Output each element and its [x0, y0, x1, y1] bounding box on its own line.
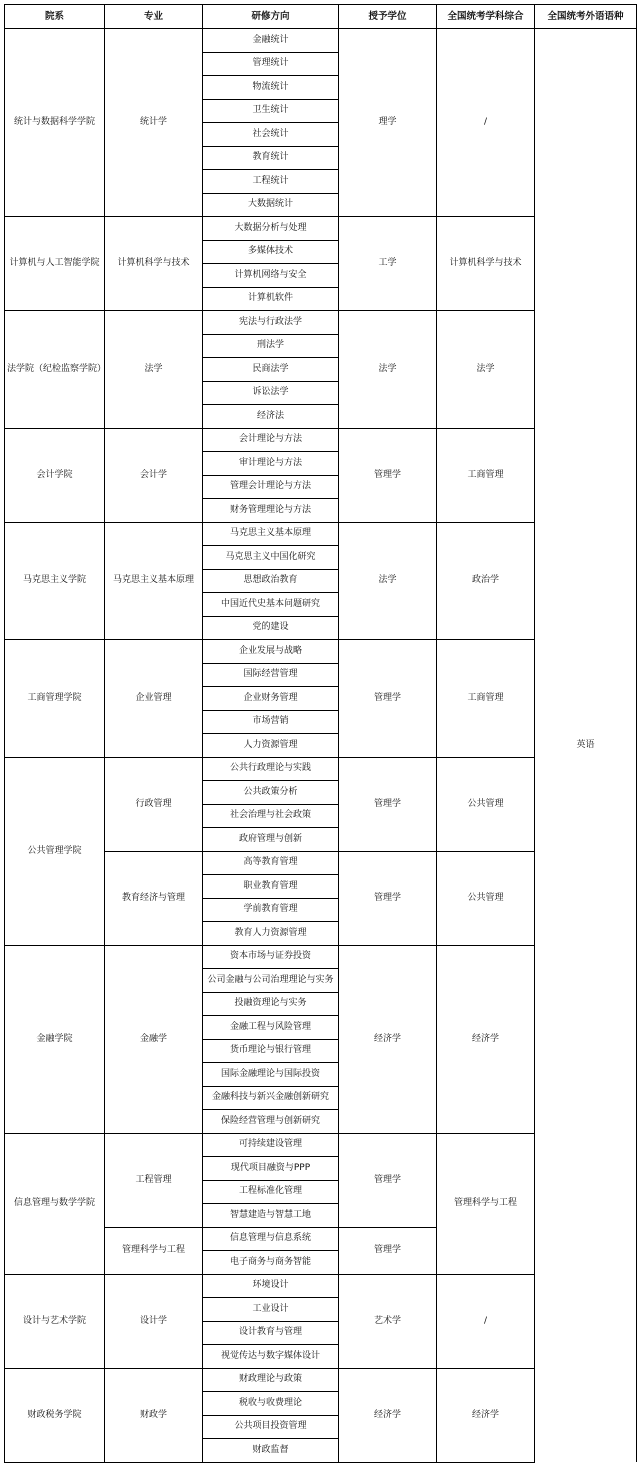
major-cell: 金融学 — [105, 945, 203, 1133]
direction-cell: 公共行政理论与实践 — [203, 757, 339, 781]
direction-cell: 设计教育与管理 — [203, 1321, 339, 1345]
direction-cell: 宪法与行政法学 — [203, 311, 339, 335]
direction-cell: 学前教育管理 — [203, 898, 339, 922]
degree-cell: 管理学 — [339, 1133, 437, 1227]
direction-cell: 市场营销 — [203, 710, 339, 734]
header-direction: 研修方向 — [203, 5, 339, 29]
major-cell: 管理科学与工程 — [105, 1227, 203, 1274]
header-major: 专业 — [105, 5, 203, 29]
direction-cell: 财政监督 — [203, 1439, 339, 1463]
major-cell: 设计学 — [105, 1274, 203, 1368]
exam-subject-cell: 工商管理 — [437, 428, 535, 522]
exam-subject-cell: 经济学 — [437, 1368, 535, 1462]
direction-cell: 税收与收费理论 — [203, 1392, 339, 1416]
exam-subject-cell: / — [437, 1274, 535, 1368]
exam-subject-cell: 管理科学与工程 — [437, 1133, 535, 1274]
department-cell: 公共管理学院 — [5, 757, 105, 945]
header-degree: 授予学位 — [339, 5, 437, 29]
degree-cell: 管理学 — [339, 851, 437, 945]
direction-cell: 公司金融与公司治理理论与实务 — [203, 969, 339, 993]
department-cell: 会计学院 — [5, 428, 105, 522]
department-cell: 计算机与人工智能学院 — [5, 217, 105, 311]
direction-cell: 工业设计 — [203, 1298, 339, 1322]
exam-subject-cell: 公共管理 — [437, 757, 535, 851]
exam-subject-cell: 法学 — [437, 311, 535, 429]
direction-cell: 管理会计理论与方法 — [203, 475, 339, 499]
direction-cell: 社会治理与社会政策 — [203, 804, 339, 828]
direction-cell: 教育统计 — [203, 146, 339, 170]
foreign-language-cell: 英语 — [535, 29, 637, 1463]
direction-cell: 中国近代史基本问题研究 — [203, 593, 339, 617]
major-cell: 企业管理 — [105, 640, 203, 758]
direction-cell: 财务管理理论与方法 — [203, 499, 339, 523]
direction-cell: 高等教育管理 — [203, 851, 339, 875]
direction-cell: 工程标准化管理 — [203, 1180, 339, 1204]
degree-cell: 艺术学 — [339, 1274, 437, 1368]
table-body — [5, 29, 637, 1463]
direction-cell: 社会统计 — [203, 123, 339, 147]
direction-cell: 货币理论与银行管理 — [203, 1039, 339, 1063]
direction-cell: 计算机网络与安全 — [203, 264, 339, 288]
direction-cell: 马克思主义基本原理 — [203, 522, 339, 546]
major-cell: 工程管理 — [105, 1133, 203, 1227]
degree-cell: 经济学 — [339, 945, 437, 1133]
direction-cell: 党的建设 — [203, 616, 339, 640]
direction-cell: 资本市场与证券投资 — [203, 945, 339, 969]
direction-cell: 现代项目融资与PPP — [203, 1157, 339, 1181]
direction-cell: 卫生统计 — [203, 99, 339, 123]
degree-cell: 法学 — [339, 522, 437, 640]
department-cell: 工商管理学院 — [5, 640, 105, 758]
direction-cell: 财政理论与政策 — [203, 1368, 339, 1392]
direction-cell: 环境设计 — [203, 1274, 339, 1298]
major-cell: 计算机科学与技术 — [105, 217, 203, 311]
direction-cell: 可持续建设管理 — [203, 1133, 339, 1157]
direction-cell: 思想政治教育 — [203, 569, 339, 593]
major-cell: 会计学 — [105, 428, 203, 522]
direction-cell: 物流统计 — [203, 76, 339, 100]
degree-cell: 管理学 — [339, 1227, 437, 1274]
direction-cell: 视觉传达与数字媒体设计 — [203, 1345, 339, 1369]
direction-cell: 保险经营管理与创新研究 — [203, 1110, 339, 1134]
department-cell: 马克思主义学院 — [5, 522, 105, 640]
direction-cell: 金融统计 — [203, 29, 339, 53]
direction-cell: 诉讼法学 — [203, 381, 339, 405]
direction-cell: 工程统计 — [203, 170, 339, 194]
department-cell: 设计与艺术学院 — [5, 1274, 105, 1368]
direction-cell: 投融资理论与实务 — [203, 992, 339, 1016]
direction-cell: 国际金融理论与国际投资 — [203, 1063, 339, 1087]
department-cell: 统计与数据科学学院 — [5, 29, 105, 217]
direction-cell: 职业教育管理 — [203, 875, 339, 899]
major-cell: 马克思主义基本原理 — [105, 522, 203, 640]
direction-cell: 管理统计 — [203, 52, 339, 76]
direction-cell: 智慧建造与智慧工地 — [203, 1204, 339, 1228]
header-exam-subject: 全国统考学科综合 — [437, 5, 535, 29]
direction-cell: 企业财务管理 — [203, 687, 339, 711]
major-cell: 财政学 — [105, 1368, 203, 1462]
degree-cell: 工学 — [339, 217, 437, 311]
direction-cell: 民商法学 — [203, 358, 339, 382]
direction-cell: 电子商务与商务智能 — [203, 1251, 339, 1275]
direction-cell: 刑法学 — [203, 334, 339, 358]
exam-subject-cell: 经济学 — [437, 945, 535, 1133]
direction-cell: 人力资源管理 — [203, 734, 339, 758]
direction-cell: 马克思主义中国化研究 — [203, 546, 339, 570]
header-department: 院系 — [5, 5, 105, 29]
exam-subject-cell: / — [437, 29, 535, 217]
exam-subject-cell: 工商管理 — [437, 640, 535, 758]
direction-cell: 金融科技与新兴金融创新研究 — [203, 1086, 339, 1110]
exam-subject-cell: 公共管理 — [437, 851, 535, 945]
direction-cell: 教育人力资源管理 — [203, 922, 339, 946]
exam-subject-cell: 计算机科学与技术 — [437, 217, 535, 311]
direction-cell: 金融工程与风险管理 — [203, 1016, 339, 1040]
degree-cell: 管理学 — [339, 428, 437, 522]
degree-cell: 理学 — [339, 29, 437, 217]
direction-cell: 计算机软件 — [203, 287, 339, 311]
direction-cell: 公共政策分析 — [203, 781, 339, 805]
direction-cell: 经济法 — [203, 405, 339, 429]
degree-cell: 法学 — [339, 311, 437, 429]
degree-cell: 经济学 — [339, 1368, 437, 1462]
major-cell: 统计学 — [105, 29, 203, 217]
header-foreign-language: 全国统考外语语种 — [535, 5, 637, 29]
direction-cell: 企业发展与战略 — [203, 640, 339, 664]
direction-cell: 审计理论与方法 — [203, 452, 339, 476]
program-table — [4, 4, 637, 1463]
direction-cell: 会计理论与方法 — [203, 428, 339, 452]
table-row — [5, 29, 637, 53]
direction-cell: 多媒体技术 — [203, 240, 339, 264]
degree-cell: 管理学 — [339, 757, 437, 851]
degree-cell: 管理学 — [339, 640, 437, 758]
major-cell: 法学 — [105, 311, 203, 429]
direction-cell: 公共项目投资管理 — [203, 1415, 339, 1439]
direction-cell: 政府管理与创新 — [203, 828, 339, 852]
department-cell: 财政税务学院 — [5, 1368, 105, 1462]
department-cell: 金融学院 — [5, 945, 105, 1133]
direction-cell: 大数据分析与处理 — [203, 217, 339, 241]
department-cell: 信息管理与数学学院 — [5, 1133, 105, 1274]
header-row — [5, 5, 637, 29]
major-cell: 教育经济与管理 — [105, 851, 203, 945]
major-cell: 行政管理 — [105, 757, 203, 851]
direction-cell: 信息管理与信息系统 — [203, 1227, 339, 1251]
direction-cell: 大数据统计 — [203, 193, 339, 217]
exam-subject-cell: 政治学 — [437, 522, 535, 640]
department-cell: 法学院（纪检监察学院） — [5, 311, 105, 429]
direction-cell: 国际经营管理 — [203, 663, 339, 687]
